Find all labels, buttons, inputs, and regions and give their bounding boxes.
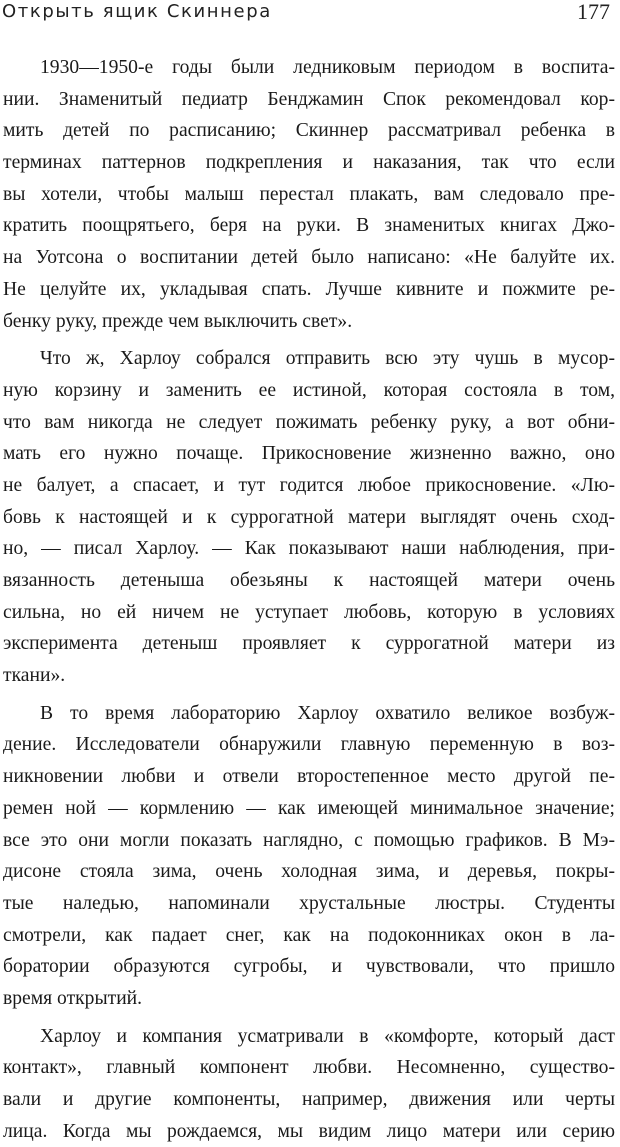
text-line: Не целуйте их, укладывая спать. Лучше кивните и пожмите ре- [3,278,615,300]
text-line: ремен ной — кормлению — как имеющей минимальное значение; [3,797,615,819]
text-line: мить детей по расписанию; Скиннер рассматривал ребенка в [3,120,615,142]
text-line: контакт», главный компонент любви. Несомненно, существо- [3,1057,615,1079]
text-line: боратории образуются сугробы, и чувствовали, что пришло [3,956,615,978]
text-line: ную корзину и заменить ее истиной, которая состояла в том, [3,379,615,401]
paragraph [3,698,615,1015]
text-line: тые наледью, напоминали хрустальные люстры. Студенты [3,892,615,914]
text-line: вали и другие компоненты, например, движения или черты [3,1089,615,1110]
text-line: мать его нужно почаще. Прикосновение жизненно важно, оно [3,443,615,465]
text-line: не балует, а спасает, и тут годится любое прикосновение. «Лю- [3,474,615,496]
text-line: сильна, но ей ничем не уступает любовь, которую в условиях [3,601,615,623]
text-line: бенку руку, прежде чем выключить свет». [3,310,353,332]
text-line: лица. Когда мы рождаемся, мы видим лицо матери или серию [3,1120,615,1142]
text-line: дисоне стояла зима, очень холодная зима, и деревья, покры- [3,861,615,883]
paragraph [3,52,615,337]
text-line: Харлоу и компания усматривали в «комфорте, который даст [40,1025,615,1047]
paragraph [3,1021,615,1147]
text-line: ткани». [3,665,66,687]
text-line: но, — писал Харлоу. — Как показывают наши наблюдения, при- [3,538,615,560]
text-line: кратить поощрятьего, беря на руки. В знаменитых книгах Джо- [3,215,615,237]
text-line: эксперимента детеныш проявляет к суррогатной матери из [3,633,615,655]
text-line: бовь к настоящей и к суррогатной матери выглядят очень сход- [3,506,615,528]
text-line: никновении любви и отвели второстепенное место другой пе- [3,766,615,788]
text-line: смотрели, как падает снег, как на подоконниках окон в ла- [3,924,615,946]
text-line: вязанность детеныша обезьяны к настоящей матери очень [3,570,615,591]
text-line: все это они могли показать наглядно, с помощью графиков. В Мэ- [3,829,615,851]
page-number: 177 [577,0,610,24]
text-line: Что ж, Харлоу собрался отправить всю эту чушь в мусор- [40,348,615,370]
text-line: нии. Знаменитый педиатр Бенджамин Спок рекомендовал кор- [3,88,615,110]
text-line: В то время лабораторию Харлоу охватило великое возбуж- [40,702,615,724]
running-title: Открыть ящик Скиннера [2,1,272,22]
text-line: вы хотели, чтобы малыш перестал плакать, вам следовало пре- [3,183,615,205]
text-line: на Уотсона о воспитании детей было написано: «Не балуйте их. [3,247,615,269]
text-line: время открытий. [3,987,143,1009]
text-line: что вам никогда не следует пожимать ребенку руку, а вот обни- [3,411,615,433]
text-line: терминах паттернов подкрепления и наказания, так что если [3,152,615,174]
paragraph [3,343,615,692]
body-text [3,52,615,1147]
text-line: 1930—1950-е годы были ледниковым периодом в воспита- [40,57,615,78]
text-line: дение. Исследователи обнаружили главную переменную в воз- [3,734,615,756]
